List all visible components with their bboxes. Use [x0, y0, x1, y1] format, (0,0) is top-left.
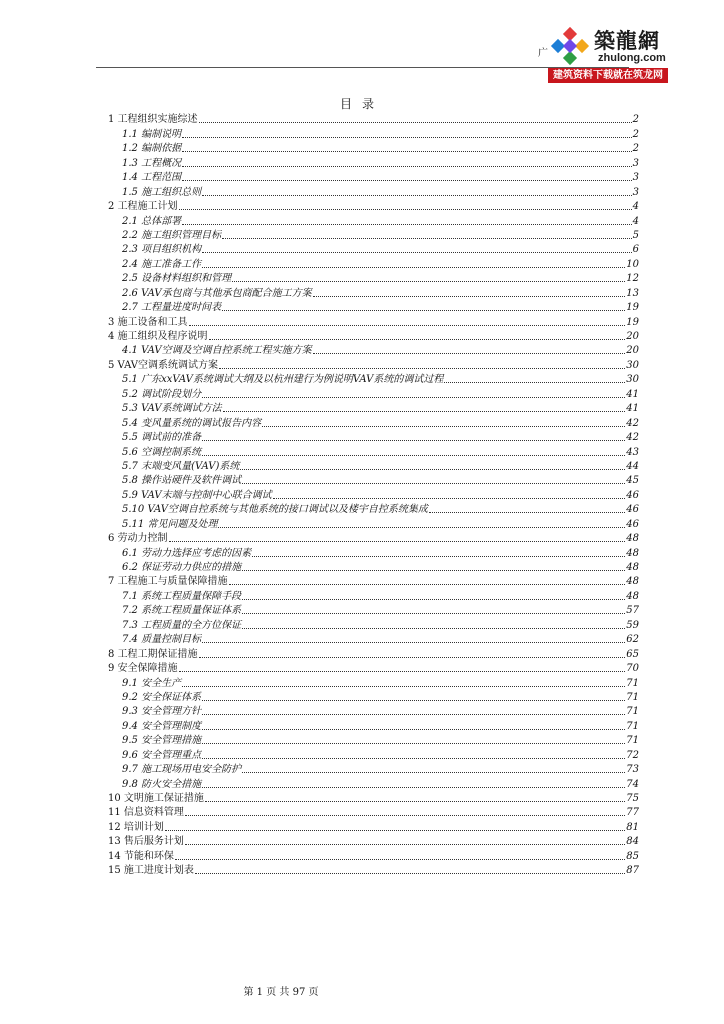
toc-entry-page: 71	[626, 735, 639, 747]
toc-entry[interactable]	[108, 848, 639, 862]
toc-leader-dots	[209, 339, 626, 340]
toc-entry-label: 1.5 施工组织总则	[122, 186, 202, 198]
toc-entry-page: 42	[626, 432, 639, 444]
toc-leader-dots	[218, 527, 625, 528]
toc-entry-page: 48	[626, 576, 639, 588]
toc-entry-label: 9.5 安全管理措施	[122, 735, 202, 747]
toc-entry-label: 5.8 操作站硬件及软件调试	[122, 475, 242, 487]
toc-leader-dots	[185, 844, 625, 845]
toc-entry-page: 45	[626, 475, 639, 487]
toc-entry-page: 81	[626, 821, 639, 833]
toc-leader-dots	[240, 469, 625, 470]
toc-entry[interactable]	[108, 704, 639, 718]
toc-entry-label: 14 节能和环保	[108, 850, 174, 862]
toc-leader-dots	[219, 368, 625, 369]
toc-entry[interactable]	[108, 690, 639, 704]
toc-leader-dots	[223, 411, 626, 412]
toc-entry-page: 46	[626, 504, 639, 516]
toc-leader-dots	[242, 483, 625, 484]
toc-entry[interactable]	[108, 401, 639, 415]
toc-entry[interactable]	[108, 762, 639, 776]
toc-entry-label: 1.1 编制说明	[122, 128, 182, 140]
toc-entry[interactable]	[108, 184, 639, 198]
toc-entry-page: 65	[626, 648, 639, 660]
toc-leader-dots	[202, 787, 625, 788]
toc-entry-label: 2.2 施工组织管理目标	[122, 229, 222, 241]
toc-leader-dots	[202, 195, 632, 196]
toc-entry-page: 46	[626, 518, 639, 530]
toc-entry-page: 3	[632, 157, 639, 169]
toc-leader-dots	[429, 512, 625, 513]
toc-entry-page: 73	[626, 764, 639, 776]
toc-entry-page: 4	[632, 215, 639, 227]
toc-leader-dots	[242, 570, 625, 571]
toc-entry-page: 48	[626, 590, 639, 602]
toc-leader-dots	[199, 657, 626, 658]
toc-entry-label: 2.1 总体部署	[122, 215, 182, 227]
toc-entry-label: 15 施工进度计划表	[108, 865, 194, 877]
toc-entry-page: 71	[626, 691, 639, 703]
toc-entry-page: 85	[626, 850, 639, 862]
toc-entry[interactable]	[108, 617, 639, 631]
toc-leader-dots	[189, 325, 626, 326]
toc-entry[interactable]	[108, 213, 639, 227]
toc-entry-page: 71	[626, 677, 639, 689]
toc-entry[interactable]	[108, 531, 639, 545]
toc-entry-page: 77	[626, 807, 639, 819]
toc-entry-label: 5 VAV空调系统调试方案	[108, 359, 219, 371]
toc-leader-dots	[202, 729, 625, 730]
toc-leader-dots	[313, 296, 626, 297]
toc-entry-label: 9.3 安全管理方针	[122, 706, 202, 718]
toc-entry-page: 71	[626, 720, 639, 732]
toc-entry-label: 2.3 项目组织机构	[122, 244, 202, 256]
toc-entry-page: 48	[626, 547, 639, 559]
toc-leader-dots	[262, 426, 625, 427]
toc-entry-page: 44	[626, 460, 639, 472]
toc-leader-dots	[182, 137, 632, 138]
toc-entry-label: 5.9 VAV末端与控制中心联合调试	[122, 489, 272, 501]
toc-entry[interactable]	[108, 126, 639, 140]
toc-entry[interactable]	[108, 271, 639, 285]
toc-entry-label: 13 售后服务计划	[108, 836, 184, 848]
toc-entry[interactable]	[108, 430, 639, 444]
toc-entry-label: 6 劳动力控制	[108, 533, 168, 545]
toc-entry[interactable]	[108, 863, 639, 877]
toc-entry-page: 87	[626, 865, 639, 877]
toc-entry-label: 1 工程组织实施综述	[108, 114, 198, 126]
toc-entry[interactable]	[108, 487, 639, 501]
toc-entry[interactable]	[108, 444, 639, 458]
toc-leader-dots	[169, 541, 626, 542]
toc-entry-label: 5.7 末端变风量(VAV)系统	[122, 460, 240, 472]
toc-leader-dots	[202, 743, 625, 744]
toc-entry[interactable]	[108, 791, 639, 805]
toc-entry-page: 4	[632, 201, 639, 213]
toc-entry[interactable]	[108, 675, 639, 689]
toc-leader-dots	[202, 397, 625, 398]
toc-entry-label: 7.4 质量控制目标	[122, 634, 202, 646]
logo-slogan: 建筑资料下载就在筑龙网	[548, 68, 668, 83]
toc-entry-page: 48	[626, 562, 639, 573]
toc-entry[interactable]	[108, 545, 639, 559]
toc-entry[interactable]	[108, 661, 639, 675]
toc-entry-page: 3	[632, 172, 639, 184]
toc-entry-label: 9 安全保障措施	[108, 663, 178, 675]
toc-entry-page: 5	[632, 229, 639, 241]
toc-entry-page: 57	[626, 605, 639, 617]
toc-leader-dots	[175, 859, 625, 860]
toc-title: 目录	[339, 97, 384, 111]
toc-entry-label: 9.2 安全保证体系	[122, 691, 202, 703]
toc-leader-dots	[222, 238, 632, 239]
toc-leader-dots	[182, 151, 632, 152]
toc-entry[interactable]	[108, 718, 639, 732]
toc-entry[interactable]	[108, 834, 639, 848]
toc-entry[interactable]	[108, 155, 639, 169]
toc-leader-dots	[273, 498, 626, 499]
toc-leader-dots	[444, 382, 625, 383]
toc-entry[interactable]	[108, 372, 639, 386]
toc-leader-dots	[165, 830, 625, 831]
toc-entry-label: 5.5 调试前的准备	[122, 432, 202, 444]
logo-title: 築龍網	[594, 28, 660, 53]
toc-leader-dots	[179, 671, 626, 672]
toc-leader-dots	[202, 455, 625, 456]
toc-entry-page: 30	[626, 374, 639, 386]
toc-entry[interactable]	[108, 170, 639, 184]
toc-entry[interactable]	[108, 632, 639, 646]
toc-entry-label: 2.6 VAV承包商与其他承包商配合施工方案	[122, 287, 312, 299]
toc-entry-label: 2.5 设备材料组织和管理	[122, 273, 232, 285]
toc-entry[interactable]	[108, 646, 639, 660]
toc-entry[interactable]	[108, 502, 639, 516]
toc-leader-dots	[242, 628, 625, 629]
toc-entry-page: 59	[626, 619, 639, 631]
toc-leader-dots	[202, 252, 632, 253]
toc-entry-label: 9.1 安全生产	[122, 677, 182, 689]
toc-entry-label: 6.2 保证劳动力供应的措施	[122, 562, 242, 573]
toc-entry-label: 1.4 工程范围	[122, 172, 182, 184]
toc-entry-page: 6	[632, 244, 639, 256]
toc-entry-page: 41	[626, 388, 639, 400]
zhulong-logo	[548, 22, 668, 84]
toc-entry[interactable]	[108, 314, 639, 328]
toc-entry-label: 7.2 系统工程质量保证体系	[122, 605, 242, 617]
toc-entry-page: 84	[626, 836, 639, 848]
toc-entry-label: 9.7 施工现场用电安全防护	[122, 764, 242, 776]
toc-entry-page: 75	[626, 793, 639, 804]
toc-entry-label: 4.1 VAV空调及空调自控系统工程实施方案	[122, 345, 312, 357]
toc-entry-page: 74	[626, 778, 639, 790]
toc-entry[interactable]	[108, 603, 639, 617]
toc-leader-dots	[232, 281, 625, 282]
toc-entry-label: 5.4 变风量系统的调试报告内容	[122, 417, 262, 429]
toc-entry-label: 5.10 VAV空调自控系统与其他系统的接口调试以及楼宇自控系统集成	[122, 504, 428, 516]
page-footer: 第 1 页 共 97 页	[243, 987, 319, 998]
toc-leader-dots	[313, 353, 626, 354]
logo-url: zhulong.com	[598, 52, 666, 64]
toc-entry[interactable]	[108, 343, 639, 357]
toc-entry[interactable]	[108, 285, 639, 299]
toc-entry[interactable]	[108, 459, 639, 473]
toc-leader-dots	[242, 772, 625, 773]
toc-entry-page: 20	[626, 345, 639, 357]
toc-entry-page: 20	[626, 331, 639, 342]
header-text: 广	[538, 48, 548, 59]
toc-entry-page: 12	[626, 273, 639, 285]
toc-entry-page: 41	[626, 403, 639, 415]
toc-leader-dots	[222, 310, 625, 311]
toc-entry-label: 9.4 安全管理制度	[122, 720, 202, 732]
toc-entry[interactable]	[108, 242, 639, 256]
toc-leader-dots	[229, 584, 626, 585]
toc-entry-page: 46	[626, 489, 639, 501]
toc-entry-label: 1.3 工程概况	[122, 157, 182, 169]
toc-entry-label: 5.2 调试阶段划分	[122, 388, 202, 400]
toc-entry[interactable]	[108, 228, 639, 242]
toc-entry-label: 7 工程施工与质量保障措施	[108, 576, 228, 588]
toc-entry[interactable]	[108, 329, 639, 343]
toc-entry[interactable]	[108, 199, 639, 213]
toc-entry-label: 7.1 系统工程质量保障手段	[122, 590, 242, 602]
toc-entry[interactable]	[108, 516, 639, 530]
toc-entry[interactable]	[108, 415, 639, 429]
toc-entry-label: 2.7 工程量进度时间表	[122, 302, 222, 314]
toc-entry-label: 11 信息资料管理	[108, 807, 184, 819]
toc-entry[interactable]	[108, 112, 639, 126]
toc-entry-label: 4 施工组织及程序说明	[108, 331, 208, 342]
toc-entry[interactable]	[108, 386, 639, 400]
toc-entry-page: 10	[626, 258, 639, 270]
toc-leader-dots	[182, 180, 632, 181]
table-of-contents	[108, 112, 639, 877]
toc-leader-dots	[202, 714, 625, 715]
toc-entry-label: 9.6 安全管理重点	[122, 749, 202, 761]
toc-leader-dots	[202, 642, 625, 643]
toc-entry-label: 5.3 VAV系统调试方法	[122, 403, 222, 415]
toc-leader-dots	[205, 801, 625, 802]
toc-leader-dots	[202, 267, 625, 268]
toc-entry-label: 6.1 劳动力选择应考虑的因素	[122, 547, 252, 559]
toc-entry-page: 2	[632, 143, 639, 155]
toc-entry-page: 2	[632, 114, 639, 126]
toc-entry[interactable]	[108, 574, 639, 588]
toc-entry-label: 12 培训计划	[108, 821, 164, 833]
toc-entry-label: 10 文明施工保证措施	[108, 793, 204, 804]
toc-leader-dots	[252, 556, 625, 557]
toc-entry-page: 19	[626, 302, 639, 314]
toc-entry-page: 3	[632, 186, 639, 198]
logo-mark-icon	[548, 26, 592, 70]
toc-leader-dots	[185, 815, 625, 816]
toc-entry-label: 3 施工设备和工具	[108, 316, 188, 328]
toc-leader-dots	[242, 599, 625, 600]
toc-leader-dots	[195, 873, 625, 874]
toc-entry-page: 2	[632, 128, 639, 140]
toc-entry-page: 48	[626, 533, 639, 545]
toc-entry-page: 62	[626, 634, 639, 646]
toc-entry-page: 72	[626, 749, 639, 761]
toc-entry-label: 5.11 常见问题及处理	[122, 518, 218, 530]
toc-entry-page: 30	[626, 359, 639, 371]
toc-entry[interactable]	[108, 300, 639, 314]
toc-entry-label: 7.3 工程质量的全方位保证	[122, 619, 242, 631]
toc-leader-dots	[182, 224, 632, 225]
toc-entry[interactable]	[108, 819, 639, 833]
toc-entry-label: 5.6 空调控制系统	[122, 446, 202, 458]
toc-entry[interactable]	[108, 588, 639, 602]
toc-leader-dots	[202, 758, 625, 759]
toc-entry-label: 1.2 编制依据	[122, 143, 182, 155]
toc-entry-label: 2 工程施工计划	[108, 201, 178, 213]
toc-entry[interactable]	[108, 776, 639, 790]
toc-entry[interactable]	[108, 256, 639, 270]
toc-entry-label: 9.8 防火安全措施	[122, 778, 202, 790]
toc-leader-dots	[182, 686, 625, 687]
toc-leader-dots	[182, 166, 632, 167]
toc-entry-page: 42	[626, 417, 639, 429]
toc-leader-dots	[202, 440, 625, 441]
toc-entry[interactable]	[108, 141, 639, 155]
toc-entry[interactable]	[108, 560, 639, 574]
toc-entry-page: 13	[626, 287, 639, 299]
toc-leader-dots	[199, 122, 632, 123]
toc-leader-dots	[179, 209, 632, 210]
toc-entry[interactable]	[108, 357, 639, 371]
toc-entry[interactable]	[108, 473, 639, 487]
toc-entry-page: 43	[626, 446, 639, 458]
toc-entry[interactable]	[108, 733, 639, 747]
toc-entry-label: 2.4 施工准备工作	[122, 258, 202, 270]
toc-entry[interactable]	[108, 747, 639, 761]
toc-entry-label: 5.1 广东xxVAV系统调试大纲及以杭州建行为例说明VAV系统的调试过程	[122, 374, 444, 386]
toc-leader-dots	[242, 613, 625, 614]
toc-entry-label: 8 工程工期保证措施	[108, 648, 198, 660]
toc-entry-page: 71	[626, 706, 639, 718]
toc-entry-page: 19	[626, 316, 639, 328]
toc-leader-dots	[202, 700, 625, 701]
toc-entry[interactable]	[108, 805, 639, 819]
toc-entry-page: 70	[626, 663, 639, 675]
